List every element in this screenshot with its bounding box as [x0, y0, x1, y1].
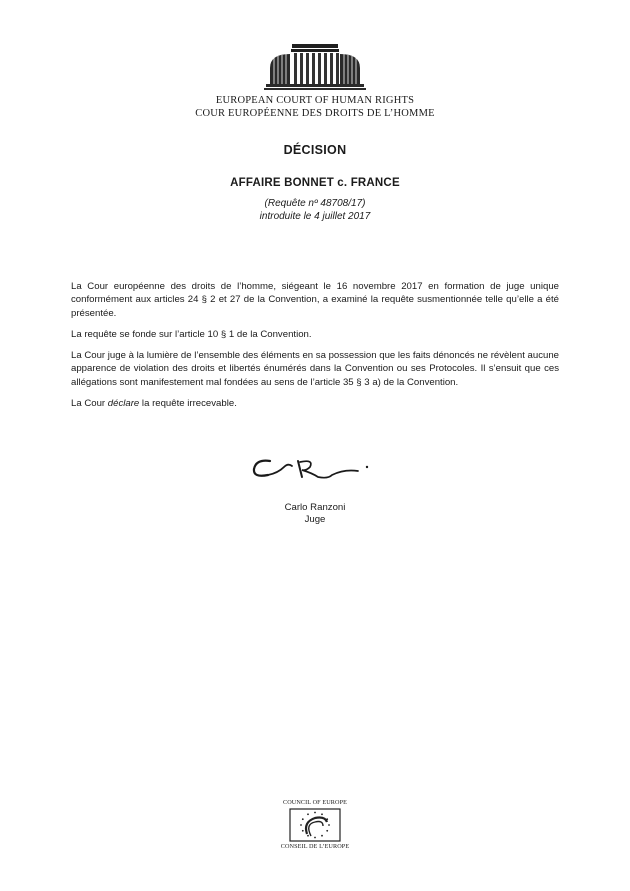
document-title: DÉCISION — [283, 143, 347, 157]
council-of-europe-label-en: COUNCIL OF EUROPE — [282, 799, 348, 806]
decision-body — [71, 280, 559, 418]
signer-role: Juge — [304, 514, 326, 525]
handwritten-signature — [248, 453, 378, 483]
ruling-emphasis: déclare — [107, 398, 140, 410]
council-of-europe-flag-icon — [289, 808, 341, 842]
paragraph-basis: La requête se fonde sur l’article 10 § 1 de la Convention. — [71, 328, 312, 340]
paragraph-reasoning: La Cour juge à la lumière de l’ensemble des éléments en sa possession que les faits dénoncés ne révèlent aucune apparence de violation des droits et libertés énumérés dans la Convention ou ses Protocoles. Il s’ensuit que ces allégations sont manifestement mal fondées au sens de l’article 35 § 3 a) de la Convention. — [71, 350, 559, 388]
court-building-icon — [264, 38, 366, 92]
ruling-text-end: la requête irrecevable. — [139, 398, 237, 410]
court-name-french: COUR EUROPÉENNE DES DROITS DE L’HOMME — [195, 108, 435, 119]
paragraph-ruling — [71, 397, 559, 410]
court-name-english: EUROPEAN COURT OF HUMAN RIGHTS — [215, 95, 415, 106]
paragraph-composition: La Cour européenne des droits de l’homme, siégeant le 16 novembre 2017 en formation de juge unique conformément aux articles 24 § 2 et 27 de la Convention, a examiné la requête susmentionnée telle qu’elle a été présentée. — [71, 281, 559, 319]
introduction-date: introduite le 4 juillet 2017 — [259, 211, 371, 222]
signer-name: Carlo Ranzoni — [284, 502, 346, 513]
case-title: AFFAIRE BONNET c. FRANCE — [230, 177, 400, 189]
ruling-text-start: La Cour — [71, 398, 108, 410]
council-of-europe-label-fr: CONSEIL DE L’EUROPE — [280, 843, 350, 850]
request-number: (Requête nº 48708/17) — [264, 198, 366, 209]
